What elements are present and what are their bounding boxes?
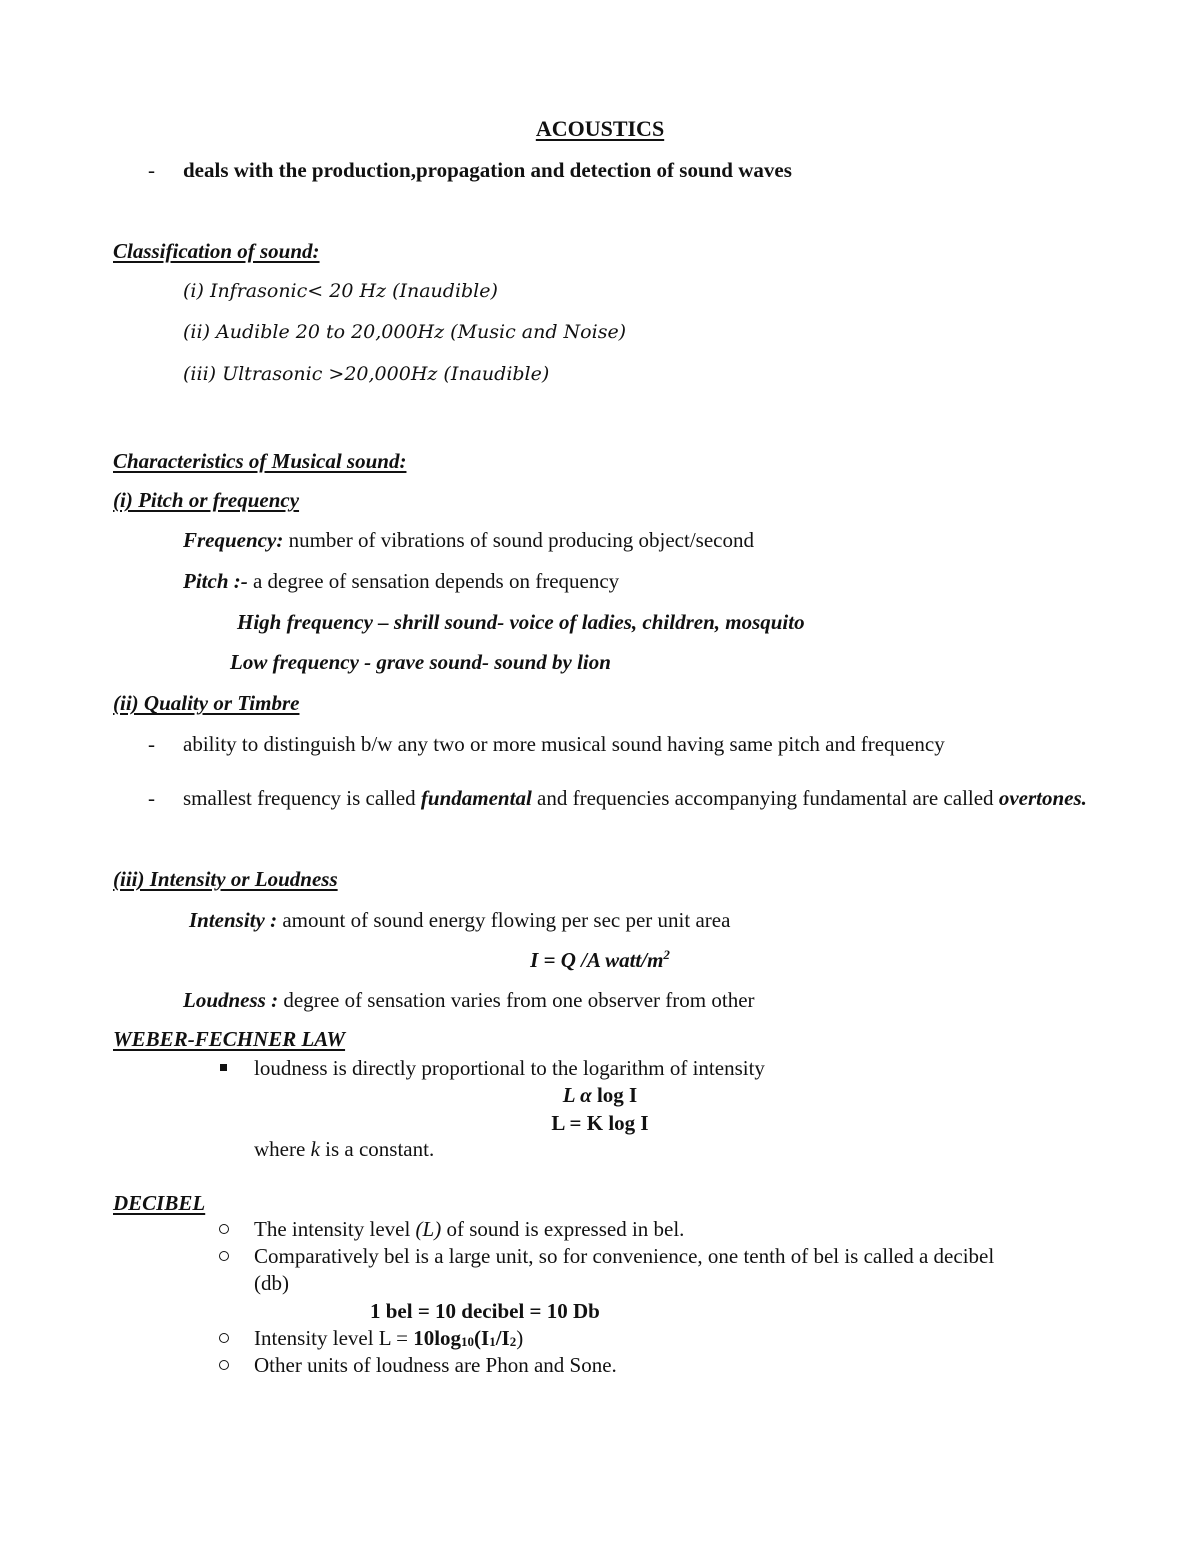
loudness-label: Loudness : [183,988,279,1012]
decibel-point-3-formula [413,1326,516,1350]
decibel-point-3-log-base: 10 [461,1334,475,1349]
decibel-formula: 1 bel = 10 decibel = 10 Db [370,1299,600,1323]
intensity-formula-text: I = Q /A watt/m [530,948,664,972]
frequency-definition [183,528,754,552]
characteristics-heading: Characteristics of Musical sound: [113,449,407,473]
decibel-point-2-line-1: Comparatively bel is a large unit, so for convenience, one tenth of bel is called a decibel [254,1244,995,1268]
decibel-point-3-i2: /I [495,1326,510,1350]
decibel-point-3-close: ) [516,1326,524,1350]
fundamental-term: fundamental [420,786,532,810]
quality-point-2 [183,784,1087,812]
pitch-heading: (i) Pitch or frequency [113,488,300,512]
decibel-point-4: Other units of loudness are Phon and Sone. [254,1353,617,1377]
weber-note-k: k [310,1137,320,1161]
weber-formula-1-rest: log I [596,1083,638,1107]
circle-bullet-icon [219,1251,229,1261]
intensity-formula [0,948,1200,972]
high-frequency-note: High frequency – shrill sound- voice of ladies, children, mosquito [237,610,805,634]
circle-bullet-icon [219,1360,229,1370]
classification-item-3: (iii) Ultrasonic >20,000Hz (Inaudible) [183,363,550,385]
weber-formula-1 [0,1083,1200,1107]
quality-heading: (ii) Quality or Timbre [113,691,300,715]
decibel-point-1-L: (L) [415,1217,442,1241]
decibel-point-3-sub-2: 2 [509,1334,517,1349]
frequency-label: Frequency: [183,528,284,552]
weber-point: loudness is directly proportional to the logarithm of intensity [254,1056,765,1080]
quality-point-2-text-a: smallest frequency is called [183,786,421,810]
decibel-point-3-i1: (I [474,1326,490,1350]
page-title: ACOUSTICS [535,116,665,141]
decibel-point-2-line-2: (db) [254,1271,289,1295]
decibel-point-1-a: The intensity level [254,1217,416,1241]
quality-bullet-2: - [148,786,155,810]
quality-point-1: ability to distinguish b/w any two or more musical sound having same pitch and frequency [183,732,945,756]
intro-bullet: - [148,158,155,182]
quality-point-2-text-b: and frequencies accompanying fundamental are called [531,786,999,810]
decibel-point-3-sub-1: 1 [489,1334,496,1349]
pitch-text: a degree of sensation depends on frequency [247,569,620,593]
decibel-point-3-a: Intensity level L = [254,1326,414,1350]
weber-note-a: where [254,1137,311,1161]
weber-formula-2: L = K log I [551,1111,649,1135]
decibel-point-1-b: of sound is expressed in bel. [441,1217,685,1241]
intensity-text: amount of sound energy flowing per sec per unit area [277,908,731,932]
weber-heading: WEBER-FECHNER LAW [113,1027,346,1051]
classification-item-1: (i) Infrasonic< 20 Hz (Inaudible) [183,280,498,302]
low-frequency-note: Low frequency - grave sound- sound by lion [230,650,611,674]
decibel-heading: DECIBEL [113,1191,206,1215]
weber-note-b: is a constant. [319,1137,435,1161]
decibel-point-1 [254,1217,684,1241]
square-bullet-icon [220,1064,227,1071]
loudness-text: degree of sensation varies from one observer from other [278,988,755,1012]
decibel-point-3-log: 10log [413,1326,462,1350]
weber-formula-1-L: L [562,1083,575,1107]
intensity-formula-exponent: 2 [663,947,670,962]
overtones-term: overtones. [998,786,1087,810]
intensity-label: Intensity : [189,908,278,932]
classification-heading: Classification of sound: [113,239,320,263]
classification-item-2: (ii) Audible 20 to 20,000Hz (Music and Noise) [183,321,627,343]
circle-bullet-icon [219,1224,229,1234]
weber-note [254,1137,434,1161]
intensity-heading: (iii) Intensity or Loudness [113,867,338,891]
circle-bullet-icon [219,1333,229,1343]
weber-formula-1-alpha: α [574,1083,597,1107]
pitch-definition [183,569,619,593]
quality-bullet-1: - [148,732,155,756]
frequency-text: number of vibrations of sound producing object/second [283,528,754,552]
pitch-label: Pitch :- [183,569,248,593]
loudness-definition [183,988,755,1012]
decibel-point-3 [254,1326,523,1350]
intro-text: deals with the production,propagation and detection of sound waves [183,158,792,182]
intensity-definition [189,908,730,932]
